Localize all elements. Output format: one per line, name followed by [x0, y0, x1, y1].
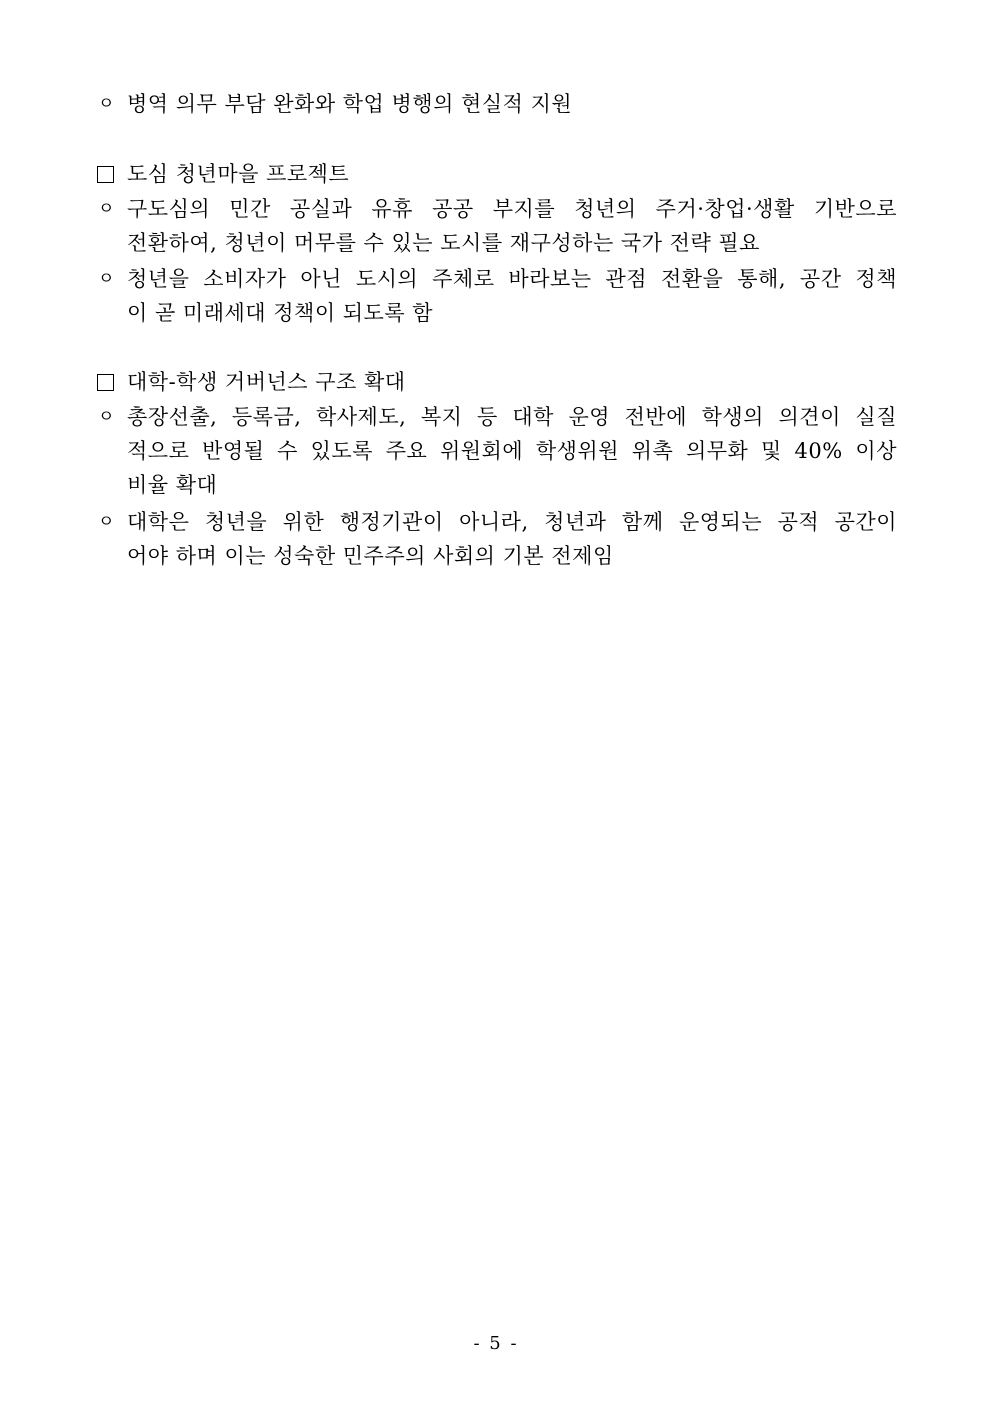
circle-bullet: ㅇ	[98, 407, 115, 427]
list-item-line: 총장선출, 등록금, 학사제도, 복지 등 대학 운영 전반에 학생의 의견이 실질	[127, 405, 897, 429]
list-item-line: 어야 하며 이는 성숙한 민주주의 사회의 기본 전제임	[127, 544, 614, 568]
list-item-line: 대학은 청년을 위한 행정기관이 아니라, 청년과 함께 운영되는 공적 공간이	[127, 510, 897, 534]
checkbox-square-icon	[97, 374, 114, 391]
list-item-line: 구도심의 민간 공실과 유휴 공공 부지를 청년의 주거·창업·생활 기반으로	[127, 197, 897, 221]
list-item-line: 적으로 반영될 수 있도록 주요 위원회에 학생위원 위촉 의무화 및 40% 이상	[127, 439, 897, 463]
list-item-line: 이 곧 미래세대 정책이 되도록 함	[127, 301, 434, 325]
list-item-line: 청년을 소비자가 아닌 도시의 주체로 바라보는 관점 전환을 통해, 공간 정책	[127, 267, 897, 291]
circle-bullet: ㅇ	[98, 94, 115, 114]
list-item-line: 전환하여, 청년이 머무를 수 있는 도시를 재구성하는 국가 전략 필요	[127, 231, 760, 255]
circle-bullet: ㅇ	[98, 199, 115, 219]
circle-bullet: ㅇ	[98, 269, 115, 289]
page-number: - 5 -	[473, 1333, 519, 1354]
section-heading: 도심 청년마을 프로젝트	[127, 162, 350, 186]
list-item-line: 비율 확대	[127, 473, 218, 497]
section-heading: 대학-학생 거버넌스 구조 확대	[127, 370, 406, 394]
circle-bullet: ㅇ	[98, 512, 115, 532]
list-item-text: 병역 의무 부담 완화와 학업 병행의 현실적 지원	[127, 92, 573, 116]
checkbox-square-icon	[97, 166, 114, 183]
